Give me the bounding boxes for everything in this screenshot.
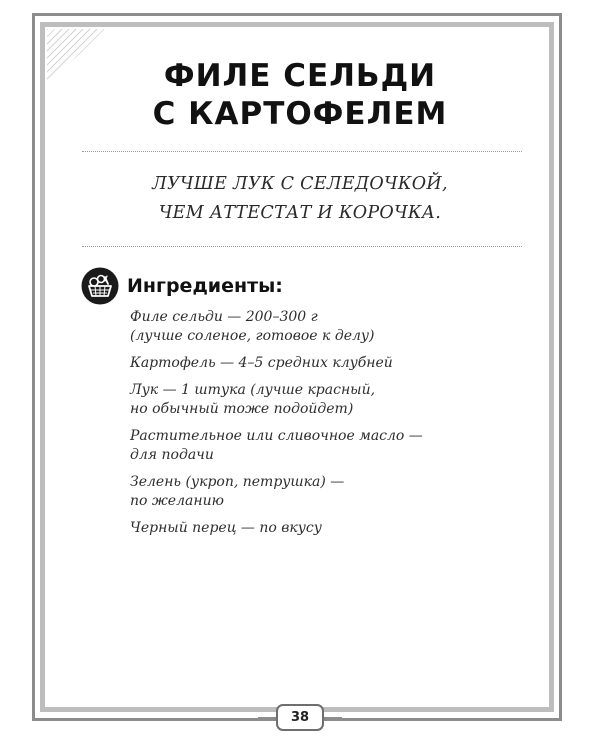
ingredient-text: Растительное или сливочное масло — bbox=[130, 428, 423, 444]
page-tab-line-right bbox=[324, 717, 342, 718]
ingredient-text: Филе сельди — 200–300 г bbox=[130, 309, 318, 325]
ingredient-item bbox=[130, 381, 470, 419]
epigraph-line-2: ЧЕМ АТТЕСТАТ И КОРОЧКА. bbox=[158, 203, 442, 223]
ingredient-item bbox=[130, 427, 470, 465]
ingredient-text: Картофель — 4–5 средних клубней bbox=[130, 355, 393, 371]
ingredients-list bbox=[130, 308, 470, 546]
ingredient-note: для подачи bbox=[130, 447, 214, 463]
ingredients-heading: Ингредиенты: bbox=[127, 275, 283, 297]
page-number-tab bbox=[276, 704, 324, 731]
page-number: 38 bbox=[290, 710, 310, 725]
ingredient-text: Зелень (укроп, петрушка) — bbox=[130, 474, 345, 490]
recipe-title-line-1: ФИЛЕ СЕЛЬДИ bbox=[163, 58, 437, 94]
recipe-title-line-2: С КАРТОФЕЛЕМ bbox=[152, 96, 448, 132]
ingredient-item bbox=[130, 354, 470, 373]
page-tab-line-left bbox=[258, 717, 276, 718]
ingredient-text: Лук — 1 штука (лучше красный, bbox=[130, 382, 376, 398]
ingredient-note: (лучше соленое, готовое к делу) bbox=[130, 328, 375, 344]
divider-top bbox=[82, 151, 522, 152]
ingredient-note: по желанию bbox=[130, 493, 224, 509]
ingredient-note: но обычный тоже подойдет) bbox=[130, 401, 354, 417]
food-basket-icon bbox=[81, 267, 119, 305]
ingredient-item bbox=[130, 519, 470, 538]
ingredient-text: Черный перец — по вкусу bbox=[130, 520, 322, 536]
ingredient-item bbox=[130, 473, 470, 511]
divider-bottom bbox=[82, 246, 522, 247]
epigraph-line-1: ЛУЧШЕ ЛУК С СЕЛЕДОЧКОЙ, bbox=[152, 174, 448, 194]
ingredient-item bbox=[130, 308, 470, 346]
